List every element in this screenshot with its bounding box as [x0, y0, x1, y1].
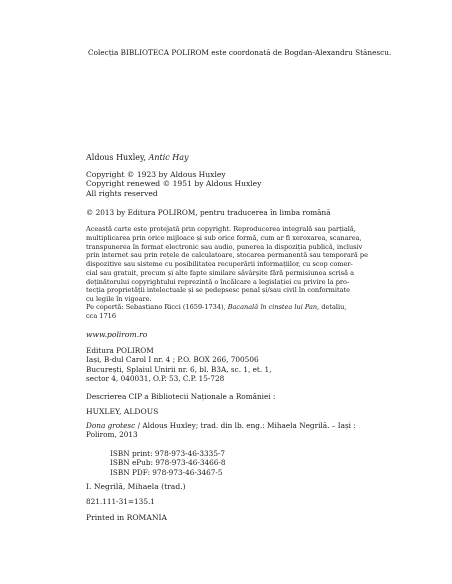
author-name: Aldous Huxley, — [86, 153, 149, 162]
legal-line: transpunerea în format electronic sau audio, punerea la dispoziția publică, inclusiv — [86, 242, 363, 251]
isbn-line: ISBN print: 978-973-46-3335-7 — [110, 449, 226, 458]
legal-line: cu legile în vigoare. — [86, 295, 152, 303]
copyright-line: Copyright © 1923 by Aldous Huxley — [86, 170, 226, 179]
legal-notice — [86, 225, 376, 304]
subject-entry: I. Negrilă, Mihaela (trad.) — [86, 482, 186, 491]
isbn-line: ISBN ePub: 978-973-46-3466-8 — [110, 458, 226, 468]
legal-line: Această carte este protejată prin copyright. Reproducerea integrală sau parțială, — [86, 225, 356, 233]
isbn-block — [110, 449, 226, 477]
legal-line: multiplicarea prin orice mijloace și sub orice formă, cum ar fi xeroxarea, scanarea, — [86, 233, 362, 242]
publisher-line: Editura POLIROM — [86, 346, 154, 355]
catalog-description — [86, 421, 356, 440]
isbn-line: ISBN PDF: 978-973-46-3467-5 — [110, 467, 223, 477]
classification-number: 821.111-31=135.1 — [86, 497, 155, 506]
legal-line: deținătorului copyrightului reprezintă o încălcare a legislației cu privire la pro- — [86, 277, 350, 286]
cover-artwork-title: Bacanală în cinstea lui Pan — [227, 303, 318, 311]
publisher-line: București, Splaiul Unirii nr. 6, bl. B3A, sc. 1, et. 1, — [86, 364, 272, 374]
legal-line: tecția proprietății intelectuale și se pedepsesc penal și/sau civil în conformitate — [86, 286, 350, 295]
cover-credit-line — [86, 303, 346, 312]
translation-rights: © 2013 by Editura POLIROM, pentru traducerea în limba română — [86, 208, 331, 217]
copyright-block — [86, 170, 261, 198]
cover-credit-suffix: , detaliu, — [317, 303, 347, 311]
legal-line: prin internet sau prin rețele de calculatoare, stocarea permanentă sau temporară pe — [86, 251, 368, 260]
copyright-line: Copyright renewed © 1951 by Aldous Huxley — [86, 179, 262, 189]
publisher-line: sector 4, 040031, O.P. 53, C.P. 15-728 — [86, 374, 225, 384]
catalog-desc-rest: / Aldous Huxley; trad. din lb. eng.: Mihaela Negrilă. – Iași : — [135, 421, 356, 430]
catalog-entry: HUXLEY, ALDOUS — [86, 407, 159, 416]
catalog-title: Dona grotesc — [86, 421, 136, 430]
legal-line: cial sau gratuit, precum și alte fapte similare săvârșite fără permisiunea scrisă a — [86, 268, 354, 277]
series-note: Colecția BIBLIOTECA POLIROM este coordonată de Bogdan-Alexandru Stănescu. — [88, 48, 392, 57]
publisher-address — [86, 346, 271, 384]
work-attribution — [86, 153, 189, 162]
cip-heading: Descrierea CIP a Bibliotecii Naționale a României : — [86, 392, 276, 401]
copyright-line: All rights reserved — [86, 188, 158, 198]
cover-credit-date: cca 1716 — [86, 311, 116, 320]
publisher-line: Iași, B-dul Carol I nr. 4 ; P.O. BOX 266, 700506 — [86, 355, 259, 365]
legal-line: dispozitive sau sisteme cu posibilitatea recuperării informațiilor, cu scop comer- — [86, 260, 353, 268]
catalog-desc-line — [86, 421, 356, 430]
cover-credit — [86, 303, 346, 321]
printed-in: Printed in ROMANIA — [86, 513, 167, 522]
cover-credit-prefix: Pe copertă: Sebastiano Ricci (1659-1734), — [86, 303, 228, 311]
work-title: Antic Hay — [148, 153, 189, 162]
catalog-desc-line2: Polirom, 2013 — [86, 430, 138, 440]
website-link[interactable]: www.polirom.ro — [86, 330, 148, 339]
